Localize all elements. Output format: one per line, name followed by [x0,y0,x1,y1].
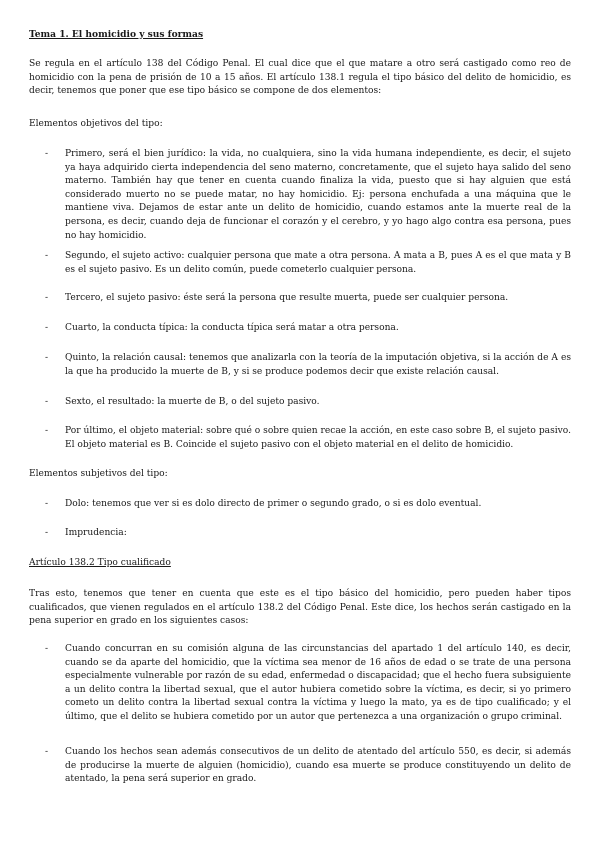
bullet-marker: - [45,397,49,407]
bullet-marker: - [45,426,49,436]
list-item-resultado: Sexto, el resultado: la muerte de B, o del sujeto pasivo. [65,397,320,407]
bullet-marker: - [45,528,49,538]
bullet-marker: - [45,149,49,159]
bullet-marker: - [45,293,49,303]
bullet-marker: - [45,251,49,261]
list-item-bien-juridico: Primero, será el bien jurídico: la vida, no cualquiera, sino la vida humana independiente, es decir, el sujeto ya haya adquirido cierta independencia del seno materno, concretamente, que el sujeto haya salido del seno materno. También hay que tener en cuenta cuando finaliza la vida, puesto que si hay alguien que está considerado muerto no se puede matar, no hay homicidio. Ej: persona enchufada a una máquina que le mantiene viva. Dejamos de estar ante un delito de homicidio, cuando estamos ante la muerte real de la persona, es decir, cuando deja de funcionar el corazón y el cerebro, y yo hago algo contra esa persona, pues no hay homicidio. [65,149,571,241]
intro-paragraph: Se regula en el artículo 138 del Código Penal. El cual dice que el que matare a otro será castigado como reo de homicidio con la pena de prisión de 10 a 15 años. El artículo 138.1 regula el tipo básico del delito de homicidio, es decir, tenemos que poner que ese tipo básico se compone de dos elementos: [29,59,571,97]
list-item-dolo: Dolo: tenemos que ver si es dolo directo de primer o segundo grado, o si es dolo eventual. [65,499,482,509]
list-item-conducta-tipica: Cuarto, la conducta típica: la conducta típica será matar a otra persona. [65,323,399,333]
list-item-imprudencia: Imprudencia: [65,528,127,538]
subjective-heading: Elementos subjetivos del tipo: [29,469,168,479]
bullet-marker: - [45,747,49,757]
list-item-sujeto-pasivo: Tercero, el sujeto pasivo: éste será la persona que resulte muerta, puede ser cualquier persona. [65,293,509,303]
list-item-relacion-causal: Quinto, la relación causal: tenemos que analizarla con la teoría de la imputación objetiva, si la acción de A es la que ha producido la muerte de B, y si se produce podemos decir que existe relación causal. [65,353,571,377]
list-item-objeto-material: Por último, el objeto material: sobre qué o sobre quien recae la acción, en este caso sobre B, el sujeto pasivo. El objeto material es B. Coincide el sujeto pasivo con el objeto material en el delito de homicidio. [65,426,571,450]
bullet-marker: - [45,353,49,363]
list-item-sujeto-activo: Segundo, el sujeto activo: cualquier persona que mate a otra persona. A mata a B, pues A es el que mata y B es el sujeto pasivo. Es un delito común, puede cometerlo cualquier persona. [65,251,571,275]
section2-intro-paragraph: Tras esto, tenemos que tener en cuenta que este es el tipo básico del homicidio, pero pueden haber tipos cualificados, que vienen regulados en el artículo 138.2 del Código Penal. Este dice, los hechos serán castigado en la pena superior en grado en los siguientes casos: [29,589,571,627]
bullet-marker: - [45,644,49,654]
document-title: Tema 1. El homicidio y sus formas [29,29,204,40]
section-heading-tipo-cualificado: Artículo 138.2 Tipo cualificado [29,558,171,568]
bullet-marker: - [45,323,49,333]
list-item-delito-atentado: Cuando los hechos sean además consecutivos de un delito de atentado del artículo 550, es decir, si además de producirse la muerte de alguien (homicidio), cuando esa muerte se produce constituyendo un delito de atentado, la pena será superior en grado. [65,747,571,785]
list-item-circunstancias-140: Cuando concurran en su comisión alguna de las circunstancias del apartado 1 del artículo 140, es decir, cuando se da aparte del homicidio, que la víctima sea menor de 16 años de edad o se trate de una persona especialmente vulnerable por razón de su edad, enfermedad o discapacidad; que el hecho fuera subsiguiente a un delito contra la libertad sexual, que el autor hubiera cometido sobre la víctima, es decir, si yo primero cometo un delito contra la libertad sexual contra la víctima y luego la mato, ya es de tipo cualificado; y el último, que el delito se hubiera cometido por un autor que pertenezca a una organización o grupo criminal. [65,644,571,722]
bullet-marker: - [45,499,49,509]
objective-heading: Elementos objetivos del tipo: [29,119,163,129]
